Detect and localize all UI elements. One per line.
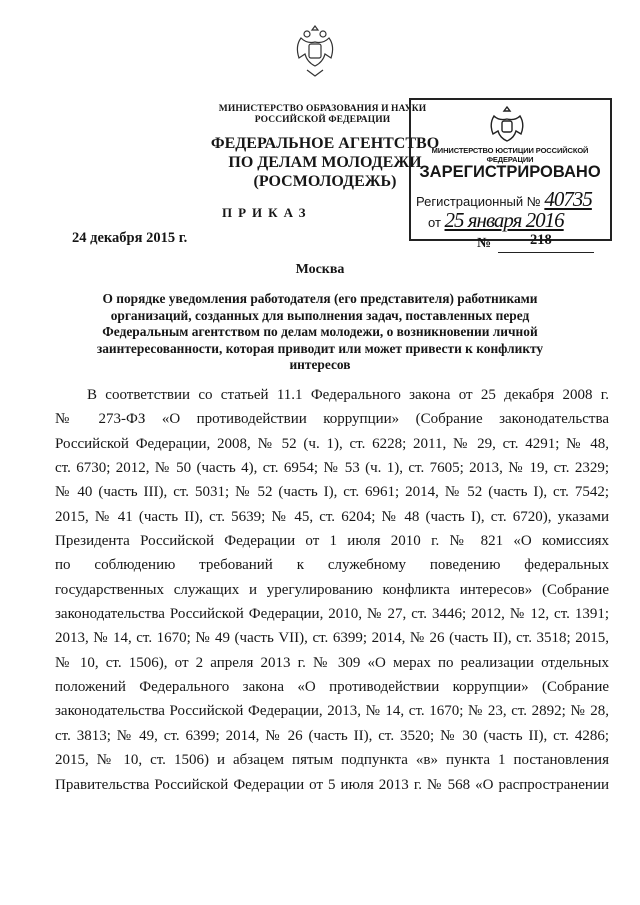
order-number-label: № <box>477 236 492 251</box>
stamp-title: ЗАРЕГИСТРИРОВАНО <box>419 163 601 181</box>
registration-date-row <box>428 208 564 233</box>
body-line: ст. 6730; 2012, № 50 (часть 4), ст. 6954; № 53 (ч. 1), ст. 7605; 2013, № 19, ст. 2329; <box>55 460 609 477</box>
body-line: 2015, № 41 (часть II), ст. 5639; № 45, ст. 6204; № 48 (часть I), ст. 6720), указами <box>55 508 609 525</box>
body-line: 2013, № 14, ст. 1670; № 49 (часть VII), ст. 6399; 2014, № 26 (часть II), ст. 3518; 2015, <box>55 630 609 647</box>
body-line: 2015, № 10, ст. 1506) и абзацем пятым подпункта «в» пункта 1 постановления <box>55 752 609 769</box>
heading-line: О порядке уведомления работодателя (его представителя) работниками <box>102 291 538 306</box>
body-line: № 273-ФЗ «О противодействии коррупции» (Собрание законодательства <box>55 411 609 428</box>
heading-line: интересов <box>289 357 351 373</box>
coat-of-arms-icon <box>287 20 343 80</box>
body-line: законодательства Российской Федерации, 2010, № 27, ст. 3446; 2012, № 12, ст. 1391; <box>55 606 609 623</box>
body-line: № 10, ст. 1506), от 2 апреля 2013 г. № 309 «О мерах по реализации отдельных <box>55 654 609 671</box>
registration-number: 40735 <box>544 187 592 211</box>
body-line: Российской Федерации, 2008, № 52 (ч. 1), ст. 6228; 2011, № 29, ст. 4291; № 48, <box>55 435 609 452</box>
body-line: государственных служащих и урегулированию конфликта интересов» (Собрание <box>55 581 609 598</box>
stamp-eagle-icon <box>486 104 528 146</box>
city: Москва <box>295 262 345 277</box>
body-line: Правительства Российской Федерации от 5 июля 2013 г. № 568 «О распространении <box>55 776 609 793</box>
registration-number-label: Регистрационный № <box>416 194 541 209</box>
registration-date-prefix: от <box>428 215 441 230</box>
body-line: № 40 (часть III), ст. 5031; № 52 (часть I), ст. 6961; 2014, № 52 (часть I), ст. 7542; <box>55 484 609 501</box>
order-title: ПРИКАЗ <box>222 205 312 220</box>
heading-line: заинтересованности, которая приводит или может привести к конфликту <box>96 340 544 356</box>
body-line: положений Федерального закона «О противодействии коррупции» (Собрание <box>55 679 609 696</box>
agency-name: ФЕДЕРАЛЬНОЕ АГЕНТСТВО ПО ДЕЛАМ МОЛОДЕЖИ (РОСМОЛОДЕЖЬ) <box>210 135 440 190</box>
order-date: 24 декабря 2015 г. <box>72 230 188 246</box>
body-line: В соответствии со статьей 11.1 Федерального закона от 25 декабря 2008 г. <box>87 387 609 403</box>
ministry-name: МИНИСТЕРСТВО ОБРАЗОВАНИЯ И НАУКИ РОССИЙСКОЙ ФЕДЕРАЦИИ <box>218 104 427 125</box>
document-heading <box>95 291 545 374</box>
body-line: законодательства Российской Федерации, 2013, № 14, ст. 1670; № 23, ст. 2892; № 28, <box>55 703 609 720</box>
body-line: по соблюдению требований к служебному поведению федеральных <box>55 557 609 574</box>
heading-line: организаций, созданных для выполнения задач, поставленных перед <box>110 307 530 323</box>
registration-date: 25 января 2016 <box>444 208 564 232</box>
body-line: Президента Российской Федерации от 1 июля 2010 г. № 821 «О комиссиях <box>55 533 609 550</box>
order-number: 218 <box>530 232 552 248</box>
heading-line: Федеральным агентством по делам молодежи, о возникновении личной <box>102 324 538 340</box>
body-text <box>55 383 609 797</box>
stamp-ministry: МИНИСТЕРСТВО ЮСТИЦИИ РОССИЙСКОЙ ФЕДЕРАЦИИ <box>431 146 589 164</box>
body-line: ст. 3813; № 49, ст. 6399; 2014, № 26 (часть II), ст. 3520; № 30 (часть II), ст. 4286; <box>55 727 609 744</box>
order-number-underline <box>498 252 594 253</box>
